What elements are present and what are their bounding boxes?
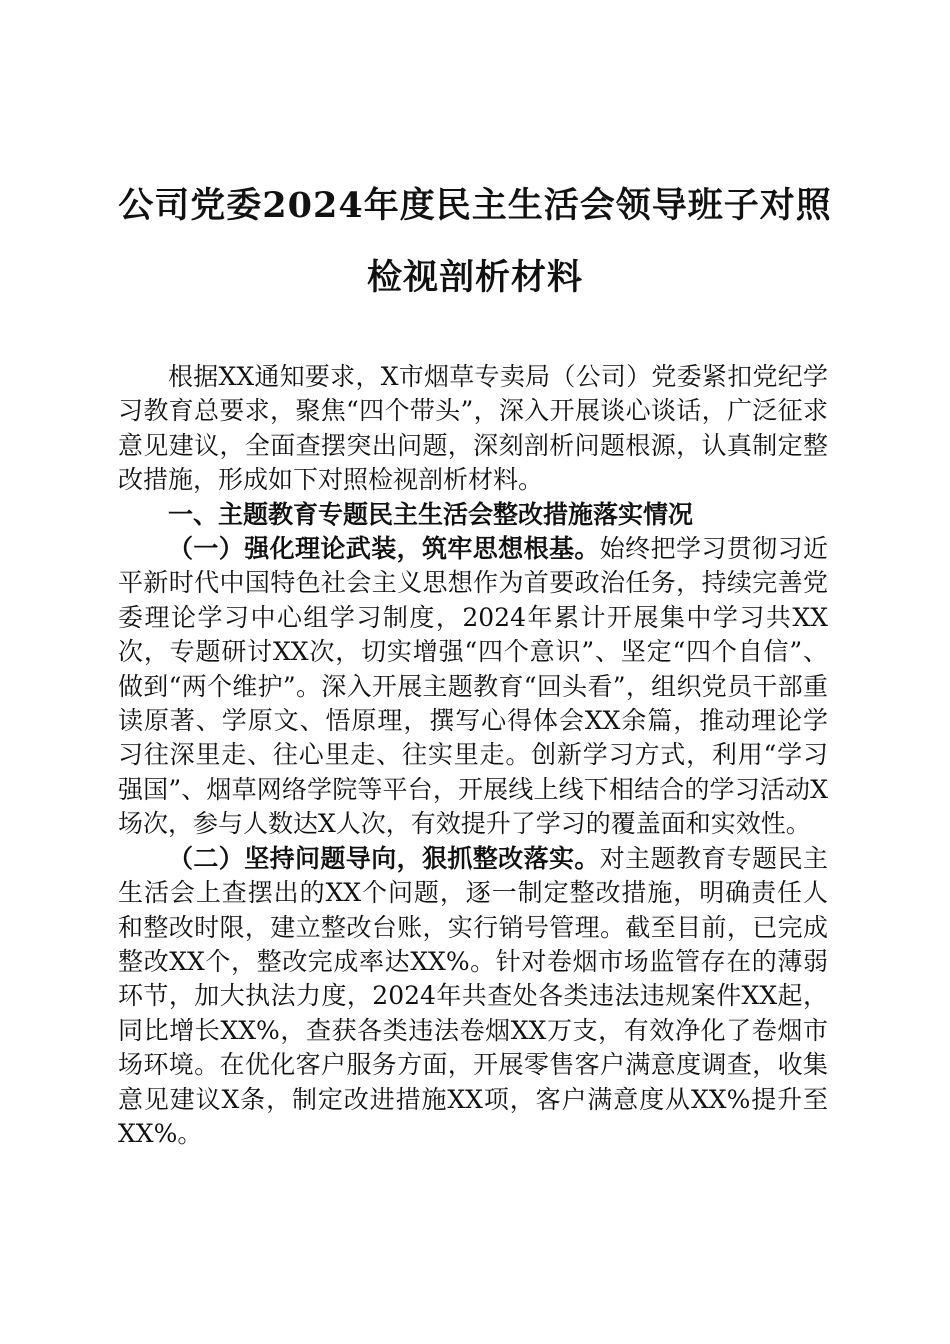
subsection-text-1: 始终把学习贯彻习近平新时代中国特色社会主义思想作为首要政治任务，持续完善党委理论学习中心组学习制度，2024年累计开展集中学习共XX次，专题研讨XX次，切实增强“四个意识”、坚定“四个自信”、做到“两个维护”。深入开展主题教育“回头看”，组织党员干部重读原著、学原文、悟原理，撰写心得体会XX余篇，推动理论学习往深里走、往心里走、往实里走。创新学习方式，利用“学习强国”、烟草网络学院等平台，开展线上线下相结合的学习活动X场次，参与人数达X人次，有效提升了学习的覆盖面和实效性。 [118, 534, 828, 839]
subsection-text-2: 对主题教育专题民主生活会上查摆出的XX个问题，逐一制定整改措施，明确责任人和整改时限，建立整改台账，实行销号管理。截至目前，已完成整改XX个，整改完成率达XX%。针对卷烟市场监管存在的薄弱环节，加大执法力度，2024年共查处各类违法违规案件XX起，同比增长XX%，查获各类违法卷烟XX万支，有效净化了卷烟市场环境。在优化客户服务方面，开展零售客户满意度调查，收集意见建议X条，制定改进措施XX项，客户满意度从XX%提升至XX%。 [118, 843, 828, 1148]
section-heading: 一、主题教育专题民主生活会整改措施落实情况 [168, 499, 694, 529]
document-title: 公司党委2024年度民主生活会领导班子对照检视剖析材料 [118, 185, 832, 298]
intro-paragraph: 根据XX通知要求，X市烟草专卖局（公司）党委紧扣党纪学习教育总要求，聚焦“四个带头”，深入开展谈心谈话，广泛征求意见建议，全面查摆突出问题，深刻剖析问题根源，认真制定整改措施，形成如下对照检视剖析材料。 [118, 362, 828, 495]
subsection-paragraph-2 [118, 842, 828, 1152]
document-body [118, 360, 828, 1151]
subsection-paragraph-1 [118, 532, 828, 842]
subsection-lead-1: （一）强化理论武装，筑牢思想根基。 [168, 534, 600, 564]
subsection-lead-2: （二）坚持问题导向，狠抓整改落实。 [168, 843, 600, 873]
